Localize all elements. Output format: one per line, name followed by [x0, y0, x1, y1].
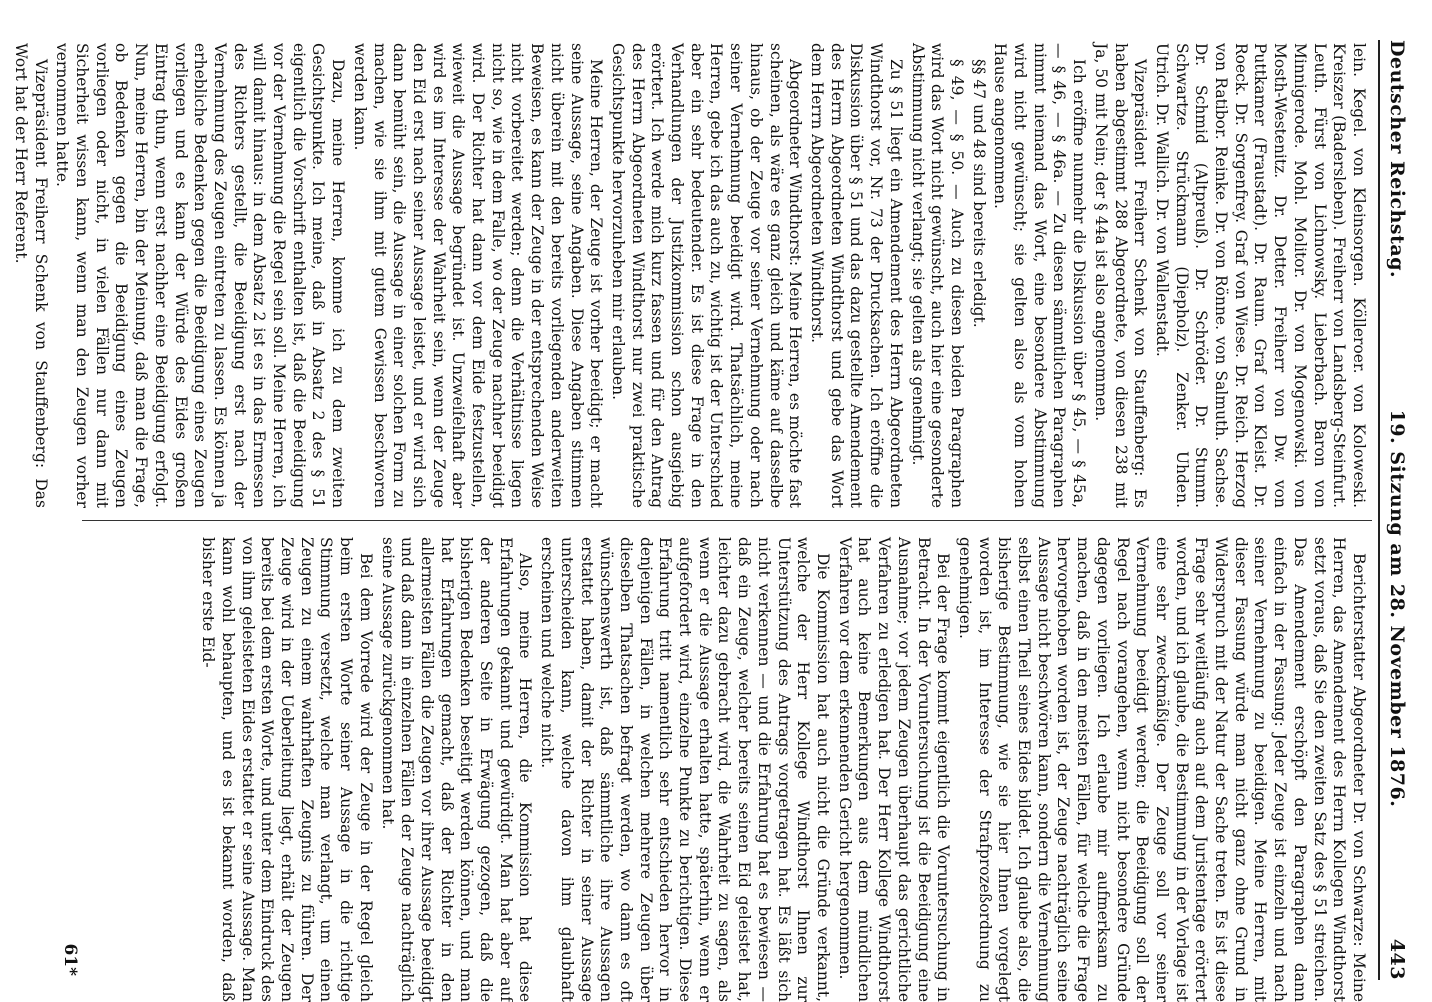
paragraph: Abgeordneter Windthorst: Meine Herren, es möchte fast scheinen, als wäre es ganz gleich und käme auf dasselbe hinaus, ob der Zeuge vor seiner Vernehmung oder nach seiner Vernehmung beeidigt wird. Thatsächlich, meine Herren, gebe ich das auch zu, wichtig ist der Unterschied aber ein sehr bedeutender. Es ist diese Frage in den Verhandlungen der Justizkommission schon ausgiebig erörtert. Ich werde mich kurz fassen und für den Antrag des Herrn Abgeordneten Windthorst nur zwei praktische Gesichtspunkte hervorzuheben mir erlauben. — [608, 43, 805, 508]
paragraph: Bei der Frage kommt eigentlich die Voruntersuchung in Betracht. In der Voruntersuchung ist die Beeidigung eine Ausnahme; vor jedem Zeugen überhaupt das gerichtliche Verfahren zu erledigen hat. Der Herr Kollege Windthorst hat auch keine Bemerkungen aus dem mündlichen Verfahren vor dem erkennenden Gericht hergenommen. — [835, 537, 953, 1002]
paragraph: § 49, — § 50. — Auch zu diesen beiden Paragraphen wird das Wort nicht gewünscht, auch hier eine gesonderte Abstimmung nicht verlangt; sie gelten als genehmigt. — [908, 43, 966, 508]
paragraph: Ich eröffne nunmehr die Diskussion über § 45, — § 45a, — § 46, — § 46a. — Zu diesen sämmtlichen Paragraphen nimmt niemand das Wort, eine besondere Abstimmung wird nicht gewünscht; sie gelten also als vom hohen Hause angenommen. — [991, 43, 1089, 508]
paragraph: Zu § 51 liegt ein Amendement des Herrn Abgeordneten Windthorst vor, Nr. 73 der Drucksachen. Ich eröffne die Diskussion über § 51 und das dazu gestellte Amendement des Herrn Abgeordneten Windthorst und gebe das Wort dem Herrn Abgeordneten Windthorst. — [808, 43, 905, 508]
paragraph: Die Kommission hat auch nicht die Gründe verkannt, welche der Herr Kollege Windthorst Ihnen zur Unterstützung des Antrags vorgetragen hat. Es läßt sich nicht verkennen — und die Erfahrung hat es bewiesen — daß ein Zeuge, welcher bereits seinen Eid geleistet hat, leichter dazu gebracht wird, die Wahrheit zu sagen, als wenn er die Aussage erhalten hatte, späterhin, wenn er aufgefordert wird, einzelne Punkte zu berichtigen. Diese Erfahrung tritt namentlich sehr entschieden hervor in denjenigen Fällen, in welchen mehrere Zeugen über dieselben Thatsachen befragt werden, wo dann es oft wünschenswerth ist, daß sämmtliche ihre Aussagen erstattet haben, damit der Richter in seiner Aussage unterscheiden kann, welche davon ihm glaubhaft erscheinen und welche nicht. — [538, 537, 833, 1002]
left-column — [8, 43, 1368, 508]
right-column — [196, 537, 1368, 1002]
header-publication: Deutscher Reichstag. — [1386, 40, 1408, 279]
paragraph: Also, meine Herren, die Kommission hat diese Erfahrungen gekannt und gewürdigt. Man hat aber auf der anderen Seite in Erwägung gezogen, daß die bisherigen Bedenken beseitigt werden können, und man hat Erfahrungen gemacht, daß der Richter in den allermeisten Fällen die Zeugen vor ihrer Aussage beeidigt und daß dann in einzelnen Fällen der Zeuge nachträglich seine Aussage zurückgenommen hat. — [378, 537, 535, 1002]
paragraph: Vizepräsident Freiherr Schenk von Stauffenberg: Es haben abgestimmt 288 Abgeordnete, von diesen 238 mit Ja, 50 mit Nein; der § 44a ist also angenommen. — [1091, 43, 1150, 508]
paragraph: Vizepräsident Freiherr Schenk von Stauffenberg: Das Wort hat der Herr Referent. — [11, 43, 50, 508]
column-divider — [82, 520, 1372, 521]
page-header — [1378, 40, 1414, 980]
page-number: 443 — [1386, 938, 1408, 980]
paragraph: Berichterstatter Abgeordneter Dr. von Schwarze: Meine Herren, das Amendement des Herrn Kollegen Windthorst setzt voraus, daß Sie den zweiten Satz des § 51 streichen. Das Amendement erschöpft den Paragraphen dann einfach in der Fassung: Jeder Zeuge ist einzeln und nach seiner Vernehmung zu beeidigen. Meine Herren, mit dieser Fassung würde man nicht ganz ohne Grund in Widerspruch mit der Natur der Sache treten. Es ist diese Frage sehr weitläufig auch auf dem Juristentage erörtert worden, und ich glaube, die Bestimmung in der Vorlage ist eine sehr zweckmäßige. Der Zeuge soll vor seiner Vernehmung beeidigt werden; die Beeidigung soll der Regel nach vorangehen, wenn nicht besondere Gründe dagegen vorliegen. Ich erlaube mir aufmerksam zu machen, daß in den meisten Fällen, für welche die Frage hervorgehoben worden ist, der Zeuge nachträglich seine Aussage nicht beschwören kann, sondern die Vernehmung selbst einen Theil seines Eides bildet. Ich glaube also, die bisherige Bestimmung, wie sie hier Ihnen vorgelegt worden ist, im Interesse der Strafprozeßordnung zu genehmigen. — [955, 537, 1368, 1002]
paragraph: §§ 47 und 48 sind bereits erledigt. — [969, 59, 988, 328]
header-title: 19. Sitzung am 28. November 1876. — [1386, 409, 1408, 808]
paragraph: Meine Herren, der Zeuge ist vorher beeidigt; er macht seine Aussage, seine Angaben. Diese Angaben stimmen nicht überein mit den bereits vorliegenden anderweiten Beweisen, es kann der Zeuge in der entsprechenden Weise nicht vorbereitet werden; denn die Verhältnisse liegen nicht so, wie in dem Falle, wo der Zeuge nachher beeidigt wird. Der Richter hat dann vor dem Eide festzustellen, wieweit die Aussage begründet ist. Unzweifelhaft aber wird es im Interesse der Wahrheit sein, wenn der Zeuge den Eid erst nach seiner Aussage leistet, und er wird sich dann bemüht sein, die Aussage in einer solchen Form zu machen, wie sie ihm mit gutem Gewissen beschworen werden kann. — [350, 43, 606, 508]
paragraph: Dazu, meine Herren, komme ich zu dem zweiten Gesichtspunkte. Ich meine, daß in Absatz 2 des § 51 eigentlich die Vorschrift enthalten ist, daß die Beeidigung vor der Vernehmung die Regel sein soll. Meine Herren, ich will damit hinaus: in dem Absatz 2 ist es in das Ermessen des Richters gestellt, die Beeidigung erst nach der Vernehmung des Zeugen eintreten zu lassen. Es können ja erhebliche Bedenken gegen die Beeidigung eines Zeugen vorliegen und es kann der Würde des Eides großen Eintrag thun, wenn erst nachher eine Beeidigung erfolgt. Nun, meine Herren, bin der Meinung, daß man die Frage, ob Bedenken gegen die Beeidigung eines Zeugen vorliegen oder nicht, in vielen Fällen nur dann mit Sicherheit wissen kann, wenn man den Zeugen vorher vernommen hatte. — [53, 43, 348, 508]
signature-mark: 61* — [60, 943, 80, 976]
paragraph: lein. Kegel. von Kleinsorgen. Kölleroer. von Koloweski. Kreiszer (Badersleben). Freiherr von Landsberg-Steinfurt. Leuth. Fürst von Lichnowsky. Lieberbach. Baron von Minnigerode. Mohl. Molitor. Dr. von Mogenowski. von Mosth-Westenitz. Dr. Detter. Freiherr von Dw. von Puttkamer (Fraustadt). Dr. Raum. Graf von Kleist. Dr. Roeck. Dr. Sorgenfrey. Graf von Wiese. Dr. Reich. Herzog von Ratibor. Reinke. Dr. von Rönne. von Salmuth. Sachse. Dr. Schmid (Altpreuß). Dr. Schröder. Dr. Stumm. Schwartze. Strückmann (Diepholz). Zenker. Uhden. Utrich. Dr. Wallich. Dr. von Wallenstadt. — [1152, 43, 1368, 508]
paragraph: Bei dem Vorrede wird der Zeuge in der Regel gleich beim ersten Worte seiner Aussage in die richtige Stimmung versetzt, welche man verlangt, um einen Zeugen zu einem wahrhaften Zeugnis zu führen. Der Zeuge wird in der Ueberleitung liegt, erhält der Zeugen bereits bei dem ersten Worte, und unter dem Eindruck des von ihm geleisteten Eides erstattet er seine Aussage. Man kann wohl behaupten, und es ist bekannt worden, daß bisher erste Eid- — [199, 537, 375, 1002]
